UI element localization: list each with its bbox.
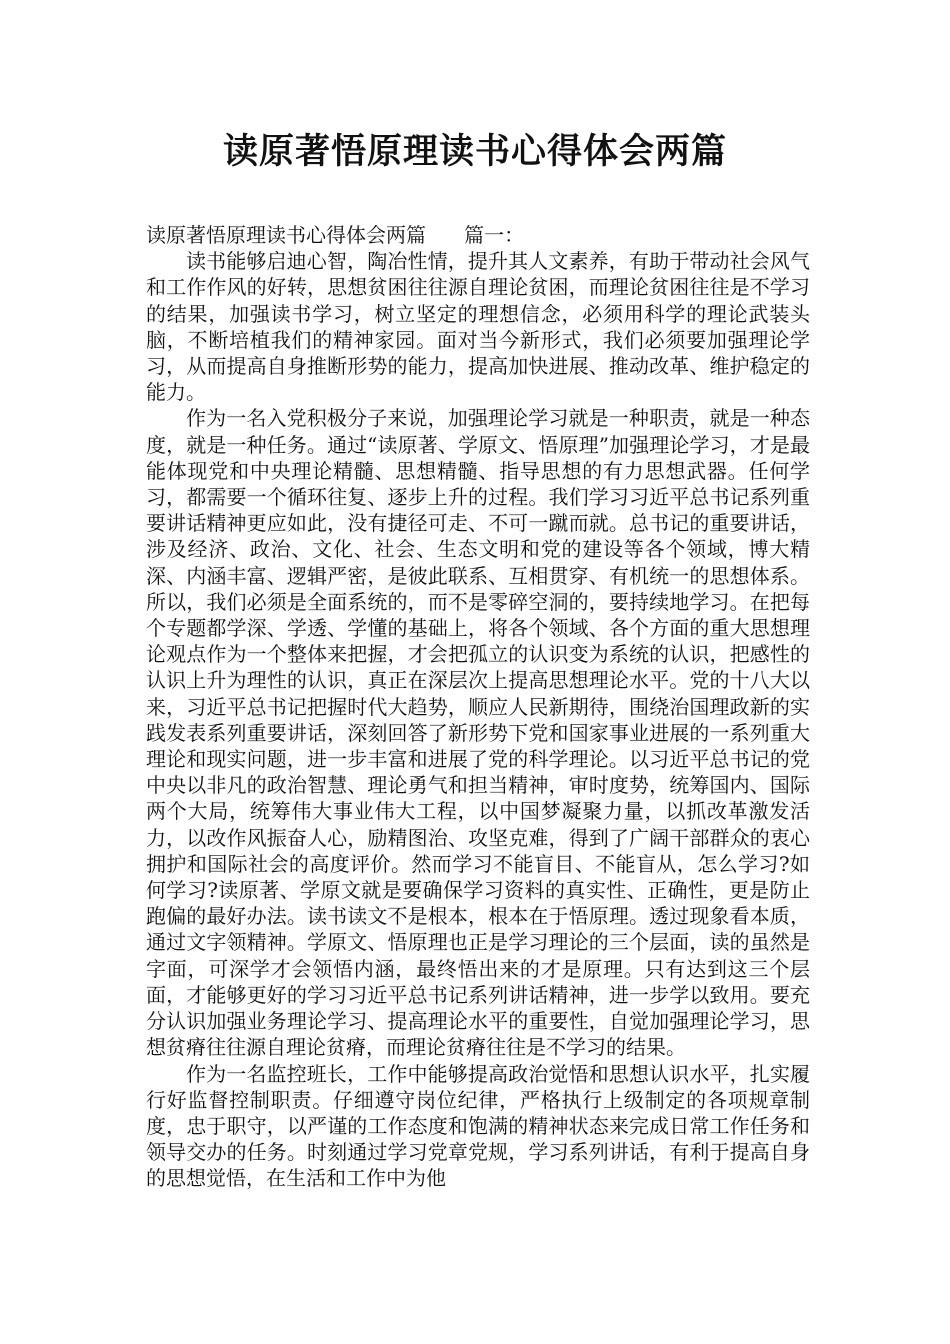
paragraph-1: 读书能够启迪心智，陶冶性情，提升其人文素养，有助于带动社会风气和工作作风的好转，思想贫困往往源自理论贫困，而理论贫困往往是不学习的结果，加强读书学习，树立坚定的理想信念，必须用科学的理论武装头脑，不断培植我们的精神家园。面对当今新形式，我们必须要加强理论学习，从而提高自身推断形势的能力，提高加快进展、推动改革、维护稳定的能力。: [146, 249, 810, 405]
paragraph-3: 作为一名监控班长，工作中能够提高政治觉悟和思想认识水平，扎实履行好监督控制职责。仔细遵守岗位纪律，严格执行上级制定的各项规章制度，忠于职守，以严谨的工作态度和饱满的精神状态来完成日常工作任务和领导交办的任务。时刻通过学习党章党规，学习系列讲话，有利于提高自身的思想觉悟，在生活和工作中为他: [146, 1061, 810, 1191]
document-title: 读原著悟原理读书心得体会两篇: [222, 132, 727, 172]
paragraph-2: 作为一名入党积极分子来说，加强理论学习就是一种职责，就是一种态度，就是一种任务。通过“读原著、学原文、悟原理”加强理论学习，才是最能体现党和中央理论精髓、思想精髓、指导思想的有力思想武器。任何学习，都需要一个循环往复、逐步上升的过程。我们学习习近平总书记系列重要讲话精神更应如此，没有捷径可走、不可一蹴而就。总书记的重要讲话，涉及经济、政治、文化、社会、生态文明和党的建设等各个领域，博大精深、内涵丰富、逻辑严密，是彼此联系、互相贯穿、有机统一的思想体系。所以，我们必须是全面系统的，而不是零碎空洞的，要持续地学习。在把每个专题都学深、学透、学懂的基础上，将各个领域、各个方面的重大思想理论观点作为一个整体来把握，才会把孤立的认识变为系统的认识，把感性的认识上升为理性的认识，真正在深层次上提高思想理论水平。党的十八大以来，习近平总书记把握时代大趋势，顺应人民新期待，围绕治国理政新的实践发表系列重要讲话，深刻回答了新形势下党和国家事业进展的一系列重大理论和现实问题，进一步丰富和进展了党的科学理论。以习近平总书记的党中央以非凡的政治智慧、理论勇气和担当精神，审时度势，统筹国内、国际两个大局，统筹伟大事业伟大工程，以中国梦凝聚力量，以抓改革激发活力，以改作风振奋人心，励精图治、攻坚克难，得到了广阔干部群众的衷心拥护和国际社会的高度评价。然而学习不能盲目、不能盲从，怎么学习?如何学习?读原著、学原文就是要确保学习资料的真实性、正确性，更是防止跑偏的最好办法。读书读文不是根本，根本在于悟原理。透过现象看本质，通过文字领精神。学原文、悟原理也正是学习理论的三个层面，读的虽然是字面，可深学才会领悟内涵，最终悟出来的才是原理。只有达到这三个层面，才能够更好的学习习近平总书记系列讲话精神，进一步学以致用。要充分认识加强业务理论学习、提高理论水平的重要性，自觉加强理论学习，思想贫瘠往往源自理论贫瘠，而理论贫瘠往往是不学习的结果。: [146, 406, 810, 1060]
document-body: [146, 222, 810, 1192]
intro-line: 读原著悟原理读书心得体会两篇 篇一：: [146, 223, 525, 247]
